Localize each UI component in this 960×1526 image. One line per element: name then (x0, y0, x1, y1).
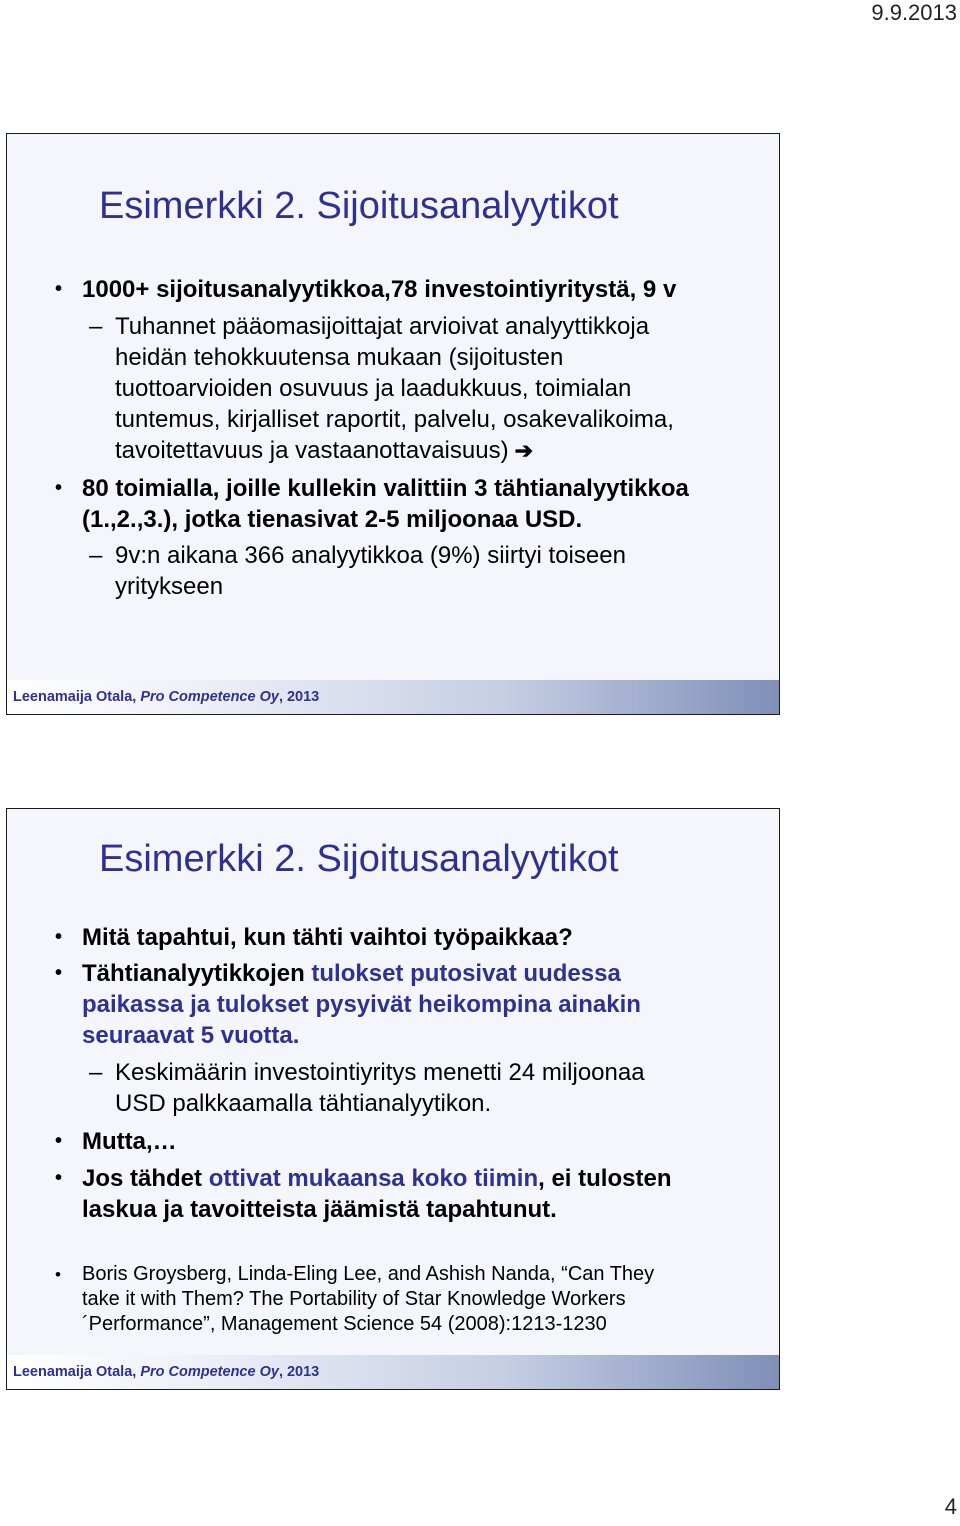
sub-line: – Tuhannet pääomasijoittajat arvioivat analyyttikkoja (115, 313, 650, 340)
sub-line: tuntemus, kirjalliset raportit, palvelu, osakevalikoima, (115, 406, 674, 433)
reference-line: ´Performance”, Management Science 54 (2008):1213-1230 (82, 1313, 607, 1335)
sub-line: tuottoarvioiden osuvuus ja laadukkuus, toimialan (115, 375, 632, 402)
sub-bullet-loss (115, 1057, 645, 1119)
footer-year: , 2013 (278, 1364, 320, 1380)
footer-company: Pro Competence Oy (140, 1364, 279, 1380)
footer-credit (13, 689, 319, 705)
bullet-line: laskua ja tavoitteista jäämistä tapahtunut. (82, 1196, 557, 1223)
text-highlight: seuraavat 5 vuotta. (82, 1022, 300, 1049)
text-black: , ei tulosten (538, 1165, 672, 1192)
text-highlight: paikassa ja tulokset pysyivät heikompina ainakin (82, 991, 641, 1018)
slide-2 (6, 808, 780, 1390)
text-black: Tähtianalyytikkojen (82, 960, 312, 987)
arrow-right-icon: ➔ (514, 438, 533, 463)
bullet-reference (82, 1262, 654, 1337)
sub-line: tavoitettavuus ja vastaanottavaisuus) (115, 437, 509, 464)
sub-line: heidän tehokkuutensa mukaan (sijoitusten (115, 344, 564, 371)
sub-bullet-evaluation (115, 311, 674, 466)
slide-1 (6, 133, 780, 715)
text-black: Jos tähdet (82, 1165, 209, 1192)
sub-line: USD palkkaamalla tähtianalyytikon. (115, 1090, 492, 1117)
bullet-team (82, 1163, 671, 1225)
sub-line: – 9v:n aikana 366 analyytikkoa (9%) siirtyi toiseen (115, 542, 626, 569)
sub-line-last (115, 435, 674, 466)
text-highlight: ottivat mukaansa koko tiimin (208, 1165, 539, 1192)
footer-company: Pro Competence Oy (140, 689, 279, 705)
reference-line: • Boris Groysberg, Linda-Eling Lee, and Ashish Nanda, “Can They (82, 1263, 655, 1285)
footer-credit (13, 1364, 319, 1380)
bullet-line (82, 958, 641, 989)
sub-line: – Keskimäärin investointiyritys menetti 24 miljoonaa (115, 1059, 645, 1086)
text-highlight: tulokset putosivat uudessa (311, 960, 621, 987)
slide-footer (7, 680, 779, 714)
bullet-question: • Mitä tapahtui, kun tähti vaihtoi työpaikkaa? (82, 922, 573, 953)
footer-author: Leenamaija Otala, (13, 689, 141, 705)
page-number: 4 (944, 1494, 957, 1519)
slide-title: Esimerkki 2. Sijoitusanalyytikot (99, 185, 619, 227)
reference-line: take it with Them? The Portability of Star Knowledge Workers (82, 1288, 626, 1310)
bullet-analysts: • 1000+ sijoitusanalyytikkoa,78 investointiyritystä, 9 v (82, 274, 676, 305)
footer-author: Leenamaija Otala, (13, 1364, 141, 1380)
sub-bullet-moved (115, 540, 626, 602)
bullet-line: (1.,2.,3.), jotka tienasivat 2-5 miljoonaa USD. (82, 506, 583, 533)
bullet-line: • 80 toimialla, joille kullekin valittiin 3 tähtianalyytikkoa (82, 475, 689, 502)
slide-footer (7, 1355, 779, 1389)
slide-title: Esimerkki 2. Sijoitusanalyytikot (99, 838, 619, 880)
footer-year: , 2013 (278, 689, 320, 705)
bullet-but: • Mutta,… (82, 1126, 177, 1157)
bullet-line (82, 1163, 671, 1194)
bullet-industries (82, 473, 689, 535)
page-date: 9.9.2013 (871, 0, 957, 25)
bullet-results-dropped (82, 958, 641, 1051)
sub-line: yritykseen (115, 573, 224, 600)
